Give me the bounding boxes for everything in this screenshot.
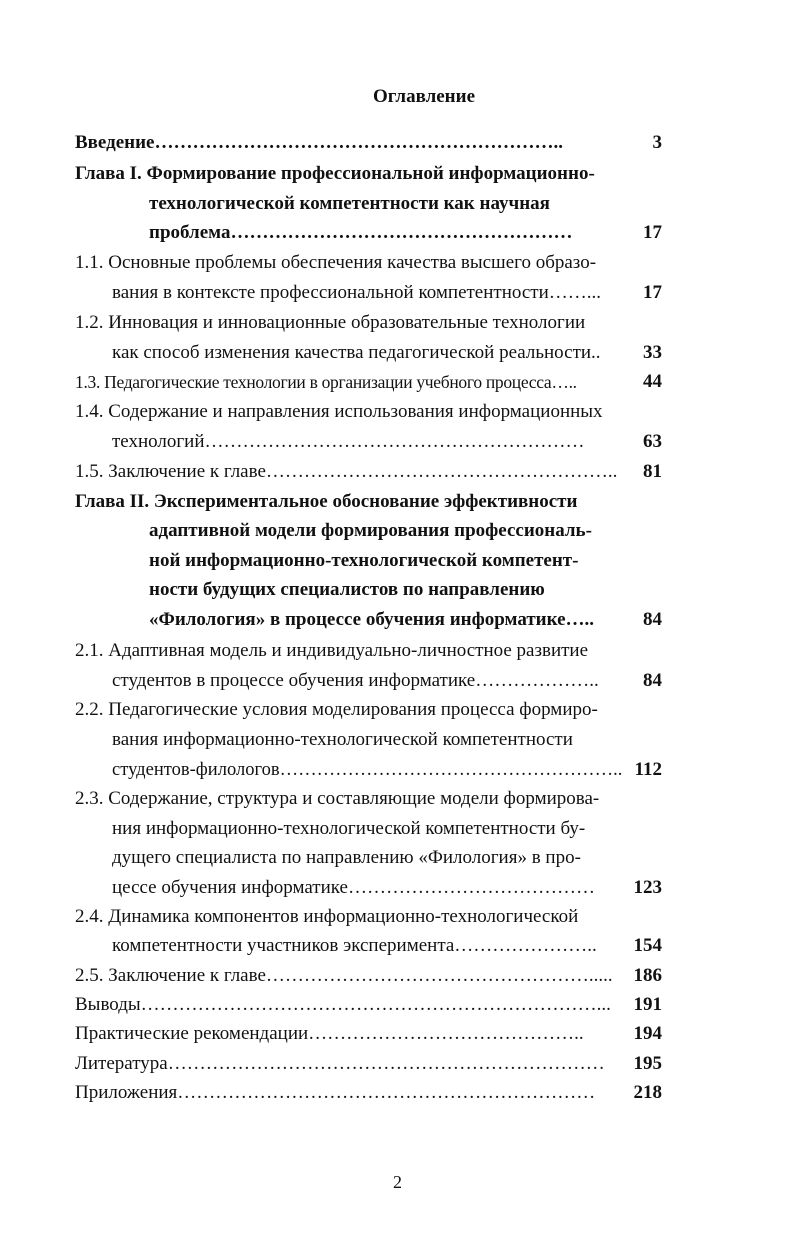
toc-entry-literature-line-1: Литература…………………………………………………………… — [75, 1053, 605, 1074]
toc-entry-2-1-page: 84 — [643, 670, 662, 691]
toc-entry-ch2-line-4: ности будущих специалистов по направлению — [149, 579, 545, 600]
toc-entry-2-3-line-4: цессе обучения информатике………………………………… — [112, 877, 595, 898]
toc-entry-2-4-page: 154 — [633, 935, 662, 956]
toc-entry-2-3-line-1: 2.3. Содержание, структура и составляющие модели формирова- — [75, 788, 600, 809]
toc-entry-2-3-page: 123 — [633, 877, 662, 898]
toc-entry-1-3-page: 44 — [643, 371, 662, 392]
toc-entry-ch2-line-1: Глава II. Экспериментальное обоснование эффективности — [75, 491, 578, 512]
toc-entry-recommendations-page: 194 — [633, 1023, 662, 1044]
toc-entry-2-2-line-3: студентов-филологов……………………………………………….. — [112, 759, 623, 780]
toc-entry-2-2-page: 112 — [634, 759, 662, 780]
toc-entry-2-3-line-2: ния информационно-технологической компетентности бу- — [112, 818, 586, 839]
toc-entry-1-2-page: 33 — [643, 342, 662, 363]
toc-title: Оглавление — [372, 86, 476, 107]
toc-entry-conclusions-page: 191 — [633, 994, 662, 1015]
toc-entry-1-5-line-1: 1.5. Заключение к главе……………………………………………….. — [75, 461, 618, 482]
toc-entry-2-5-page: 186 — [633, 965, 662, 986]
toc-entry-1-5-page: 81 — [643, 461, 662, 482]
toc-entry-2-2-line-1: 2.2. Педагогические условия моделирования процесса формиро- — [75, 699, 598, 720]
toc-entry-1-4-page: 63 — [643, 431, 662, 452]
toc-entry-1-2-line-1: 1.2. Инновация и инновационные образовательные технологии — [75, 312, 586, 333]
toc-entry-ch2-page: 84 — [643, 609, 662, 630]
toc-entry-ch2-line-5: «Филология» в процессе обучения информатике….. — [149, 609, 595, 630]
toc-entry-2-1-line-2: студентов в процессе обучения информатике……………….. — [112, 670, 599, 691]
toc-entry-1-4-line-1: 1.4. Содержание и направления использования информационных — [75, 401, 603, 422]
toc-entry-2-5-line-1: 2.5. Заключение к главе……………………………………………..... — [75, 965, 613, 986]
toc-entry-conclusions-line-1: Выводы………………………………………………………………... — [75, 994, 611, 1015]
toc-entry-2-2-line-2: вания информационно-технологической компетентности — [112, 729, 573, 750]
toc-entry-ch2-line-2: адаптивной модели формирования профессиональ- — [149, 520, 592, 541]
toc-entry-ch1-line-2: технологической компетентности как научная — [149, 193, 550, 214]
toc-entry-intro-line-1: Введение……………………………………………………….. — [75, 132, 563, 153]
toc-entry-ch1-line-3: проблема……………………………………………… — [149, 222, 573, 243]
toc-entry-appendices-page: 218 — [633, 1082, 662, 1103]
toc-entry-1-3-line-1: 1.3. Педагогические технологии в организации учебного процесса….. — [75, 372, 577, 392]
toc-entry-ch1-line-1: Глава I. Формирование профессиональной информационно- — [75, 163, 595, 184]
toc-entry-2-4-line-2: компетентности участников эксперимента………………….. — [112, 935, 597, 956]
toc-entry-1-1-line-2: вания в контексте профессиональной компетентности……... — [112, 282, 601, 303]
toc-entry-2-3-line-3: дущего специалиста по направлению «Филология» в про- — [112, 847, 581, 868]
toc-entry-1-1-page: 17 — [643, 282, 662, 303]
toc-entry-ch1-page: 17 — [643, 222, 662, 243]
page-number: 2 — [393, 1172, 402, 1192]
toc-entry-literature-page: 195 — [633, 1053, 662, 1074]
toc-entry-intro-page: 3 — [652, 132, 662, 153]
toc-entry-1-2-line-2: как способ изменения качества педагогической реальности.. — [112, 342, 601, 363]
toc-entry-2-4-line-1: 2.4. Динамика компонентов информационно-технологической — [75, 906, 579, 927]
toc-entry-ch2-line-3: ной информационно-технологической компетент- — [149, 550, 579, 571]
toc-entry-appendices-line-1: Приложения………………………………………………………… — [75, 1082, 596, 1103]
toc-entry-1-4-line-2: технологий…………………………………………………… — [112, 431, 585, 452]
toc-entry-recommendations-line-1: Практические рекомендации…………………………………….. — [75, 1023, 584, 1044]
toc-entry-2-1-line-1: 2.1. Адаптивная модель и индивидуально-личностное развитие — [75, 640, 589, 661]
toc-entry-1-1-line-1: 1.1. Основные проблемы обеспечения качества высшего образо- — [75, 252, 597, 273]
